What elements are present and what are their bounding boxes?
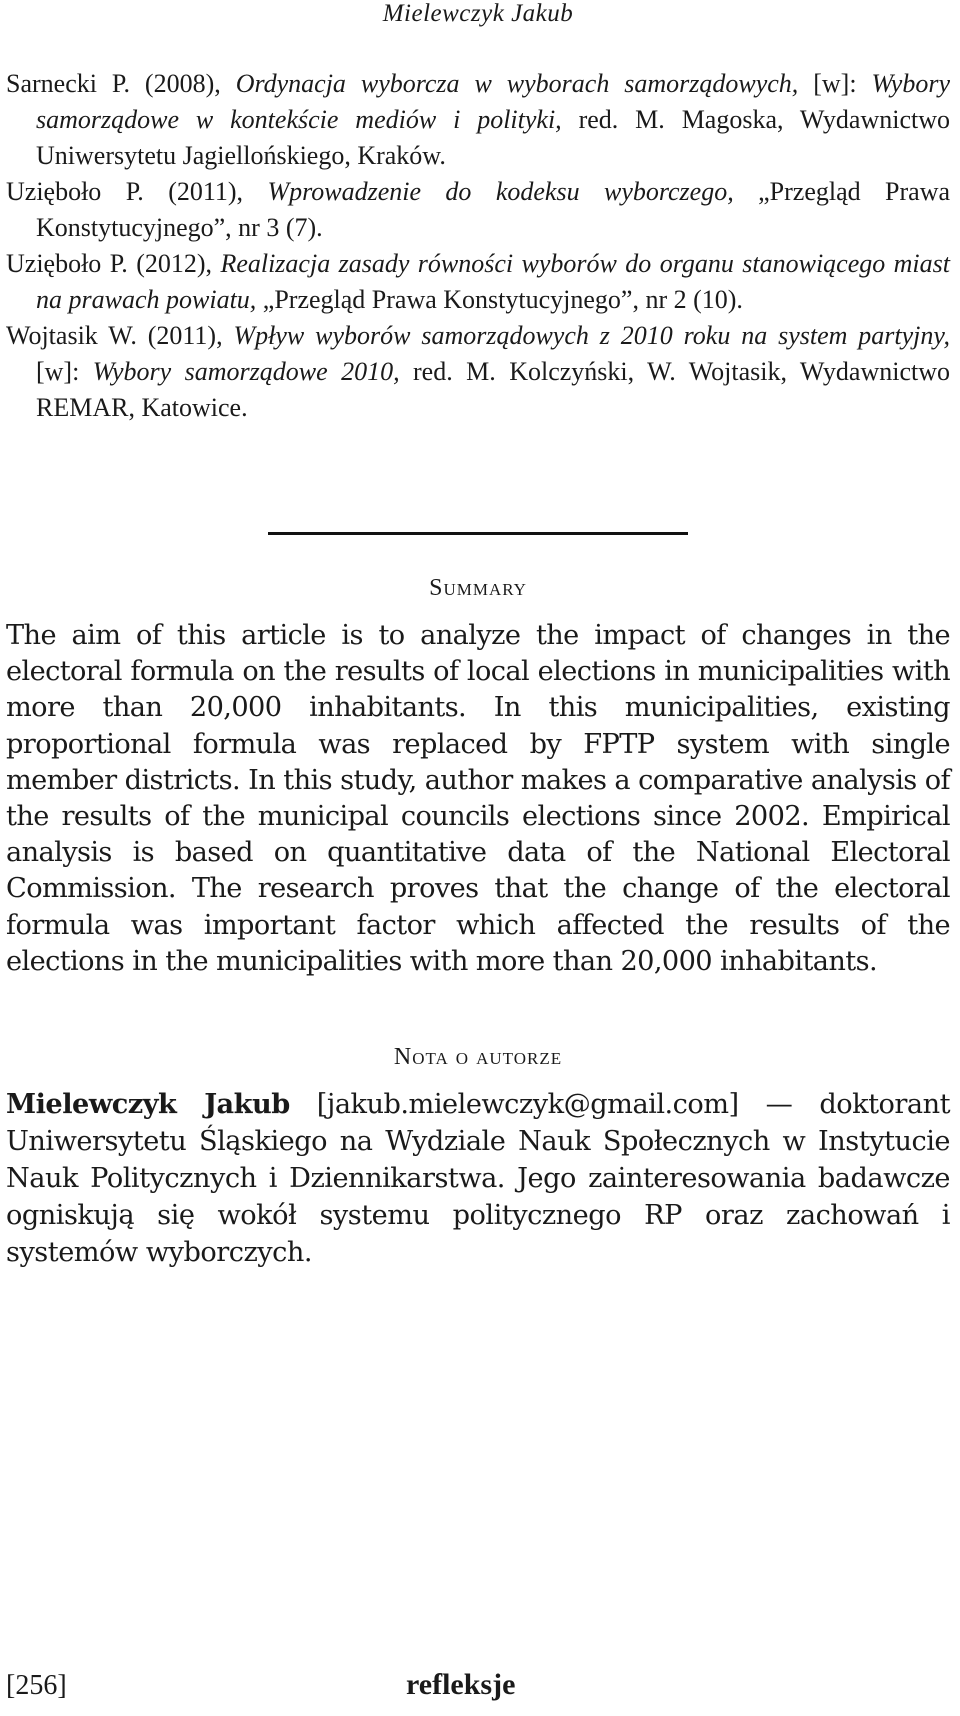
reference-authors: Wojtasik W. (2011),: [6, 321, 234, 350]
summary-heading: Summary: [429, 575, 527, 601]
reference-title: Wprowadzenie do kodeksu wyborczego,: [267, 177, 734, 206]
reference-title: Wpływ wyborów samorządowych z 2010 roku na system partyjny,: [233, 321, 950, 350]
references-list: [6, 66, 950, 426]
reference-item: [6, 246, 950, 318]
running-header: Mielewczyk Jakub: [382, 0, 574, 27]
reference-authors: Uzięboło P. (2011),: [6, 177, 268, 206]
reference-title: Ordynacja wyborcza w wyborach samorządowych,: [235, 69, 799, 98]
reference-authors: Sarnecki P. (2008),: [6, 69, 236, 98]
reference-rest: red. M. Magoska, Wydawnictwo Uniwersytetu Jagiellońskiego, Kraków.: [36, 105, 950, 170]
page-number: [256]: [6, 1670, 67, 1701]
reference-source: Wybory samorządowe 2010,: [92, 357, 400, 386]
section-divider: [268, 532, 688, 535]
reference-authors: Uzięboło P. (2012),: [6, 249, 221, 278]
reference-in: [w]:: [798, 69, 872, 98]
reference-rest: „Przegląd Prawa Konstytucyjnego”, nr 2 (10).: [256, 285, 743, 314]
reference-source: Wybory samorządowe w kontekście mediów i polityki,: [36, 69, 950, 134]
reference-item: [6, 174, 950, 246]
journal-name: refleksje: [406, 1668, 516, 1701]
author-note: [6, 1086, 950, 1271]
reference-title: Realizacja zasady równości wyborów do organu stanowiącego miast na prawach powiatu,: [36, 249, 950, 314]
author-note-heading: Nota o autorze: [393, 1044, 563, 1070]
reference-rest: „Przegląd Prawa Konstytucyjnego”, nr 3 (7).: [36, 177, 951, 242]
summary-text: The aim of this article is to analyze the impact of changes in the electoral formula on the results of local elections in municipalities with more than 20,000 inhabitants. In this municipalities, existing proportional formula was replaced by FPTP system with single member districts. In this study, author makes a comparative analysis of the results of the municipal councils elections since 2002. Empirical analysis is based on quantitative data of the National Electoral Commission. The research proves that the change of the electoral formula was important factor which affected the results of the elections in the municipalities with more than 20,000 inhabitants.: [6, 620, 950, 977]
reference-item: [6, 318, 950, 426]
reference-rest: red. M. Kolczyński, W. Wojtasik, Wydawnictwo REMAR, Katowice.: [36, 357, 950, 422]
reference-item: [6, 66, 950, 174]
author-note-text: [jakub.mielewczyk@gmail.com] — doktorant Uniwersytetu Śląskiego na Wydziale Nauk Społecznych w Instytucie Nauk Politycznych i Dziennikarstwa. Jego zainteresowania badawcze ogniskują się wokół systemu politycznego RP oraz zachowań i systemów wyborczych.: [6, 1089, 951, 1268]
reference-in: [w]:: [36, 357, 93, 386]
author-name: Mielewczyk Jakub: [6, 1088, 290, 1120]
